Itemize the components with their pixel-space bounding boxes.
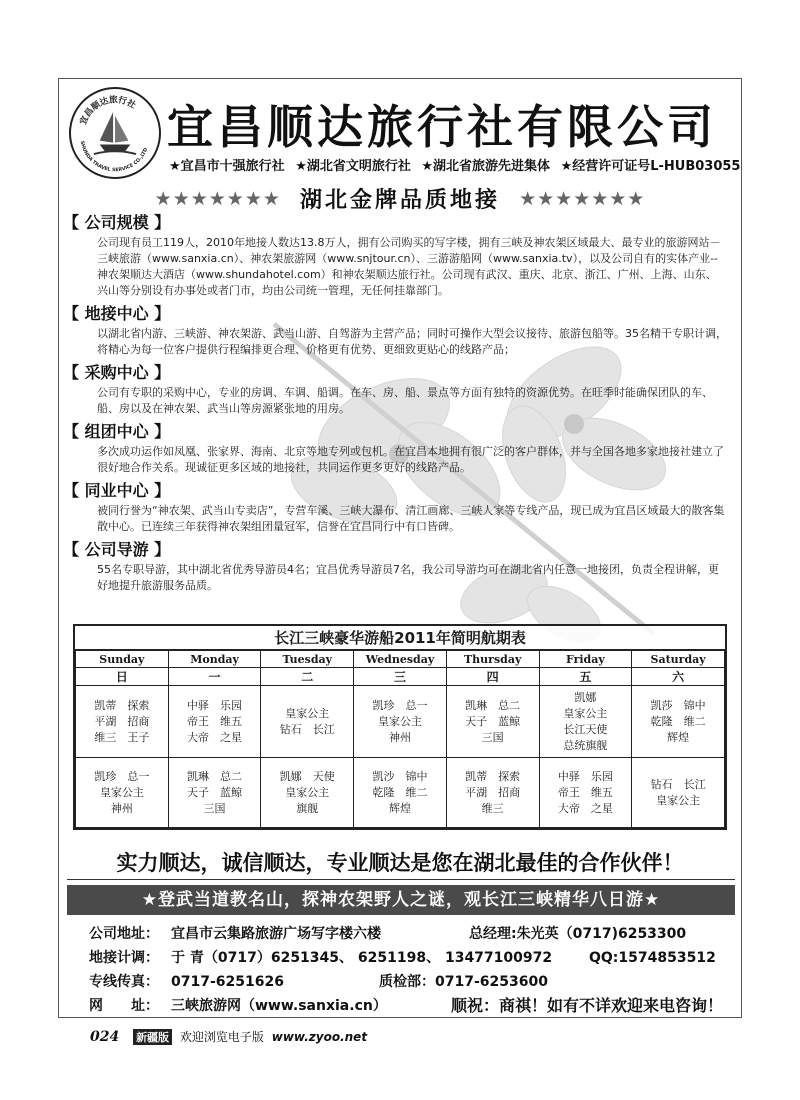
address-label: 公司地址：: [89, 926, 159, 942]
schedule-cell: 凯沙 锦中 乾隆 维二 辉煌: [354, 758, 447, 828]
tour-banner: ★登武当道教名山，探神农架野人之谜，观长江三峡精华八日游★: [67, 885, 735, 915]
schedule-cell: 凯蒂 探索 平湖 招商 维三 王子: [76, 686, 169, 758]
day-cn-header: 五: [539, 668, 632, 686]
section-ground-center: [59, 302, 741, 358]
fax-label: 专线传真：: [89, 974, 159, 990]
schedule-cell: 凯珍 总一 皇家公主 神州: [354, 686, 447, 758]
schedule-cell: 中驿 乐园 帝王 维五 大帝 之星: [168, 686, 261, 758]
day-en-header: Friday: [539, 651, 632, 668]
table-header-row: [76, 651, 725, 668]
section-body: 55名专职导游，其中湖北省优秀导游员4名；宜昌优秀导游员7名，我公司导游均可在湖北省内任意一地接团，负责全程讲解，更好地提升旅游服务品质。: [97, 563, 719, 592]
planner-row: [89, 946, 729, 970]
star-rating-right: ★★★★★★★: [519, 187, 646, 210]
honors-line: [169, 155, 742, 174]
fax-row: [89, 970, 729, 994]
cruise-schedule-table: [73, 624, 727, 830]
address-value: 宜昌市云集路旅游广场写字楼六楼: [171, 926, 381, 942]
section-heading: 【 采购中心 】: [63, 363, 171, 382]
qq-number: QQ:1574853512: [589, 950, 716, 966]
schedule-cell: 凯莎 锦中 乾隆 维二 辉煌: [632, 686, 725, 758]
day-cn-header: 日: [76, 668, 169, 686]
schedule-cell: 凯娜 天使 皇家公主 旗舰: [261, 758, 354, 828]
svg-text:宜昌顺达旅行社: [77, 93, 139, 126]
honor-item: ★湖北省旅游先进集体: [421, 159, 551, 174]
section-purchasing: [59, 361, 741, 417]
section-body: 以湖北省内游、三峡游、神农架游、武当山游、自驾游为主营产品；同时可操作大型会议接待、旅游包船等。35名精干专职计调，将精心为每一位客户提供行程编排更合理、价格更有优势、更细致更贴心的线路产品；: [97, 327, 727, 356]
section-body: 被同行誉为“神农架、武当山专卖店”，专营车溪、三峡大瀑布、清江画廊、三峡人家等专线产品，现已成为宜昌区域最大的散客集散中心。已连续三年获得神农架组团量冠军，信誉在宜昌同行中有口皆碑。: [97, 504, 725, 533]
slogan: 实力顺达，诚信顺达，专业顺达是您在湖北最佳的合作伙伴！: [116, 850, 684, 875]
divider: [67, 879, 735, 880]
day-cn-header: 三: [354, 668, 447, 686]
schedule-cell: 中驿 乐园 帝王 维五 大帝 之星: [539, 758, 632, 828]
day-en-header: Thursday: [446, 651, 539, 668]
honor-item: ★湖北省文明旅行社: [295, 159, 411, 174]
section-body: 公司现有员工119人，2010年地接人数达13.8万人，拥有公司购买的写字楼，拥有三峡及神农架区域最大、最专业的旅游网站－三峡旅游（www.sanxia.cn）、神农架旅游网（www.snjtour.cn）、三游游船网（www.sanxia.tv），以及公司自有的实体产业--神农架顺达大酒店（www.shundahotel.com）和神农架顺达旅行社。公司现有武汉、重庆、北京、浙江、广州、上海、山东、兴山等分别设有办事处或者门市，均由公司统一管理，无任何挂靠部门。: [97, 236, 721, 297]
section-heading: 【 同业中心 】: [63, 481, 171, 500]
day-cn-header: 四: [446, 668, 539, 686]
schedule-title: 长江三峡豪华游船2011年简明航期表: [75, 626, 725, 650]
contact-info: [89, 922, 729, 1018]
schedule-cell: 凯娜 皇家公主 长江天使 总统旗舰: [539, 686, 632, 758]
section-group-tours: [59, 420, 741, 476]
section-trade-center: [59, 479, 741, 535]
footer-site-link[interactable]: www.zyoo.net: [271, 1030, 368, 1044]
day-cn-header: 一: [168, 668, 261, 686]
section-guides: [59, 538, 741, 594]
greeting: 顺祝：商祺！如有不详欢迎来电咨询！: [451, 996, 724, 1015]
schedule-cell: 凯珍 总一 皇家公主 神州: [76, 758, 169, 828]
address-row: [89, 922, 729, 946]
footer-text: 欢迎浏览电子版: [179, 1030, 264, 1044]
schedule-cell: 凯琳 总二 天子 蓝鲸 三国: [168, 758, 261, 828]
company-name: 宜昌顺达旅行社有限公司: [167, 100, 717, 154]
section-heading: 【 组团中心 】: [63, 422, 171, 441]
schedule-cell: 钻石 长江 皇家公主: [632, 758, 725, 828]
fax-value: 0717-6251626: [171, 974, 284, 990]
table-row: [76, 758, 725, 828]
page-number: 024: [90, 1029, 120, 1045]
honor-item: ★经营许可证号L-HUB03055: [560, 159, 741, 174]
day-cn-header: 二: [261, 668, 354, 686]
edition-badge: 新疆版: [133, 1029, 172, 1045]
section-heading: 【 公司导游 】: [63, 540, 171, 559]
schedule-cell: 皇家公主 钻石 长江: [261, 686, 354, 758]
honor-item: ★宜昌市十强旅行社: [169, 159, 285, 174]
day-en-header: Monday: [168, 651, 261, 668]
ad-page: [58, 78, 742, 1018]
day-en-header: Saturday: [632, 651, 725, 668]
star-rating-left: ★★★★★★★: [154, 187, 281, 210]
logo-text-top: 宜昌顺达旅行社: [78, 95, 138, 127]
website-label: 网 址：: [89, 998, 159, 1014]
logo-text-bottom: SHUNDA TRAVEL SERVICE CO.,LTD: [78, 140, 150, 174]
company-sections: [59, 211, 741, 597]
manager-contact: 总经理:朱光英（0717)6253300: [469, 926, 687, 942]
schedule-cell: 凯琳 总二 天子 蓝鲸 三国: [446, 686, 539, 758]
planner-value: 于 青（0717）6251345、 6251198、 13477100972: [171, 950, 553, 966]
header: [59, 79, 741, 179]
page-footer: [90, 1028, 367, 1048]
website-row: [89, 994, 729, 1018]
website-link[interactable]: 三峡旅游网（www.sanxia.cn）: [171, 998, 387, 1014]
day-cn-header: 六: [632, 668, 725, 686]
section-scale: [59, 211, 741, 299]
section-heading: 【 公司规模 】: [63, 213, 171, 232]
day-en-header: Tuesday: [261, 651, 354, 668]
section-body: 多次成功运作如凤凰、张家界、海南、北京等地专列或包机。在宜昌本地拥有很广泛的客户群体，并与全国各地多家地接社建立了很好地合作关系。现诚征更多区域的地接社，共同运作更多更好的线路产品。: [97, 445, 724, 474]
gold-service-title: 湖北金牌品质地接: [299, 188, 500, 213]
section-heading: 【 地接中心 】: [63, 304, 171, 323]
section-body: 公司有专职的采购中心，专业的房调、车调、船调。在车、房、船、景点等方面有独特的资源优势。在旺季时能确保团队的车、船、房以及在神农架、武当山等房源紧张地的用房。: [97, 386, 713, 415]
schedule-cell: 凯蒂 探索 平湖 招商 维三: [446, 758, 539, 828]
day-en-header: Wednesday: [354, 651, 447, 668]
day-en-header: Sunday: [76, 651, 169, 668]
table-row: [76, 686, 725, 758]
quality-dept-phone: 质检部：0717-6253600: [379, 974, 548, 990]
company-logo: [69, 87, 161, 179]
planner-label: 地接计调：: [89, 950, 159, 966]
table-header-row: [76, 668, 725, 686]
